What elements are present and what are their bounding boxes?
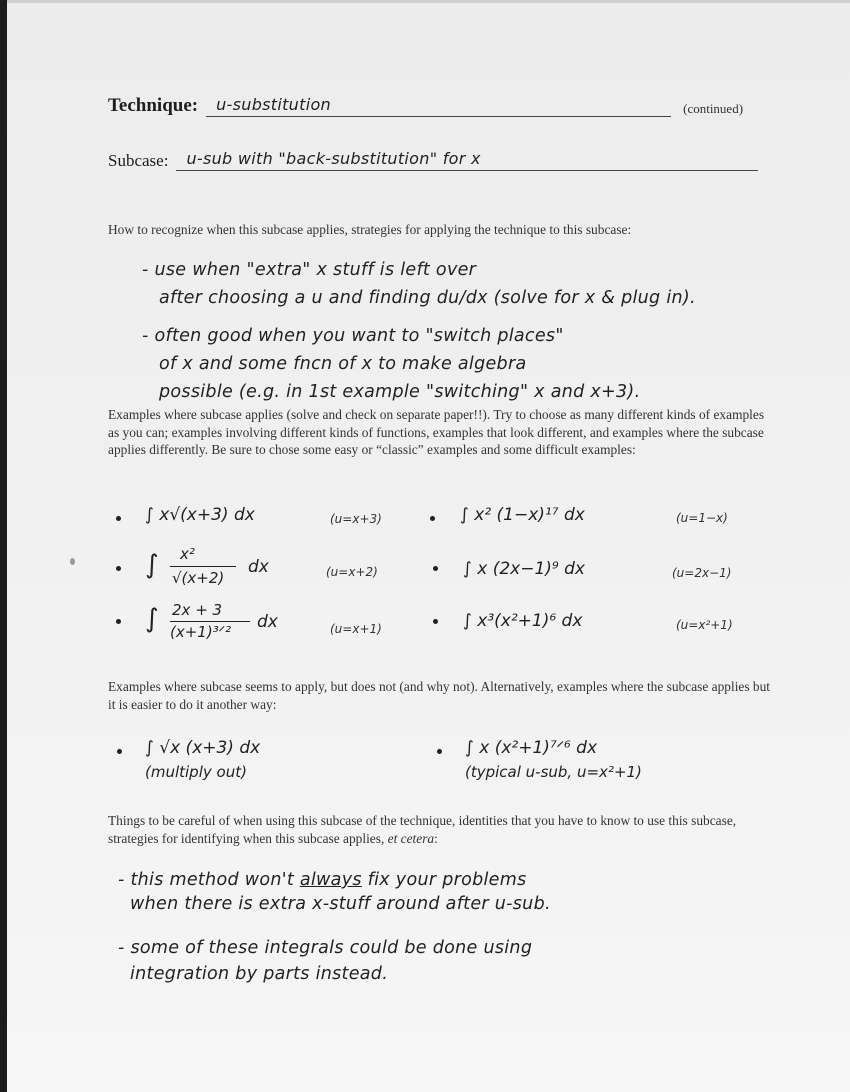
bullet-icon <box>116 619 121 624</box>
note-line: - some of these integrals could be done using <box>118 938 533 958</box>
note-line: possible (e.g. in 1st example "switching" x and x+3). <box>159 382 641 402</box>
bullet-icon <box>116 516 121 521</box>
bullet-icon <box>433 566 438 571</box>
example-denominator: √(x+2) <box>172 569 225 587</box>
integral-sign-icon: ∫ <box>145 550 159 580</box>
example-numerator: 2x + 3 <box>172 601 223 619</box>
technique-line <box>206 92 671 117</box>
fraction-bar <box>170 566 236 567</box>
note-line: when there is extra x-stuff around after u-sub. <box>130 894 551 914</box>
example-denominator: (x+1)³ᐟ² <box>170 623 232 641</box>
note-text: - this method won't <box>118 870 300 890</box>
careful-prompt <box>108 812 773 847</box>
recognize-prompt: How to recognize when this subcase applies, strategies for applying the technique to this subcase: <box>108 222 632 237</box>
subcase-field <box>108 146 758 171</box>
example-substitution: (u=x+3) <box>330 512 382 526</box>
bullet-icon <box>433 619 438 624</box>
example-substitution: (u=x+1) <box>330 622 382 636</box>
subcase-value: u-sub with "back-substitution" for x <box>186 149 481 168</box>
note-line: of x and some fncn of x to make algebra <box>159 354 527 374</box>
note-text: fix your problems <box>361 870 527 890</box>
technique-label: Technique: <box>108 95 199 116</box>
nonexample-integral: ∫ √x (x+3) dx <box>145 738 261 758</box>
example-substitution: (u=2x−1) <box>672 566 732 580</box>
note-line: after choosing a u and finding du/dx (solve for x & plug in). <box>159 288 696 308</box>
recognize-notes <box>142 256 696 406</box>
careful-prompt-end: : <box>434 830 438 846</box>
note-line: integration by parts instead. <box>130 964 389 984</box>
example-substitution: (u=x+2) <box>326 565 378 579</box>
example-substitution: (u=x²+1) <box>676 618 733 632</box>
subcase-label: Subcase: <box>108 151 169 170</box>
example-integral: ∫ x√(x+3) dx <box>145 505 255 525</box>
nonexample-reason: (multiply out) <box>145 763 247 781</box>
bullet-icon <box>437 749 442 754</box>
nonexample-reason: (typical u-sub, u=x²+1) <box>465 763 642 781</box>
careful-notes <box>118 866 551 988</box>
subcase-line <box>176 146 758 171</box>
stray-ink-mark <box>70 558 75 565</box>
careful-prompt-italic: et cetera <box>387 830 435 846</box>
scan-left-edge <box>0 0 7 1092</box>
examples-prompt: Examples where subcase applies (solve and check on separate paper!!). Try to choose as many different kinds of examples as you can; examples involving different kinds of functions, examples that look different, and examples where the subcase applies differently. Be sure to chose some easy or “classic” examples and some difficult examples: <box>108 407 765 457</box>
note-line: - use when "extra" x stuff is left over <box>142 260 477 280</box>
continued-note: (continued) <box>683 101 744 116</box>
technique-field <box>108 92 743 117</box>
bullet-icon <box>116 566 121 571</box>
dx-text: dx <box>248 557 269 577</box>
note-underlined: always <box>299 870 362 890</box>
careful-prompt-text: Things to be careful of when using this subcase of the technique, identities that you have to know to use this subcase, strategies for identifying when this subcase applies, <box>108 813 737 846</box>
dx-text: dx <box>257 612 278 632</box>
nonexample-integral: ∫ x (x²+1)⁷ᐟ⁶ dx <box>465 738 598 758</box>
technique-value: u-substitution <box>216 95 331 114</box>
bullet-icon <box>430 516 435 521</box>
example-integral: ∫ x² (1−x)¹⁷ dx <box>460 505 585 525</box>
nonexamples-prompt: Examples where subcase seems to apply, but does not (and why not). Alternatively, examples where the subcase applies but it is easier to do it another way: <box>108 679 771 712</box>
example-substitution: (u=1−x) <box>676 511 728 525</box>
example-integral: ∫ x (2x−1)⁹ dx <box>463 559 585 579</box>
integral-sign-icon: ∫ <box>145 604 159 634</box>
bullet-icon <box>117 749 122 754</box>
example-integral: ∫ x³(x²+1)⁶ dx <box>463 611 583 631</box>
example-numerator: x² <box>180 545 195 563</box>
fraction-bar <box>170 621 250 622</box>
scan-top-edge <box>7 0 850 3</box>
note-line: - often good when you want to "switch places" <box>142 326 564 346</box>
